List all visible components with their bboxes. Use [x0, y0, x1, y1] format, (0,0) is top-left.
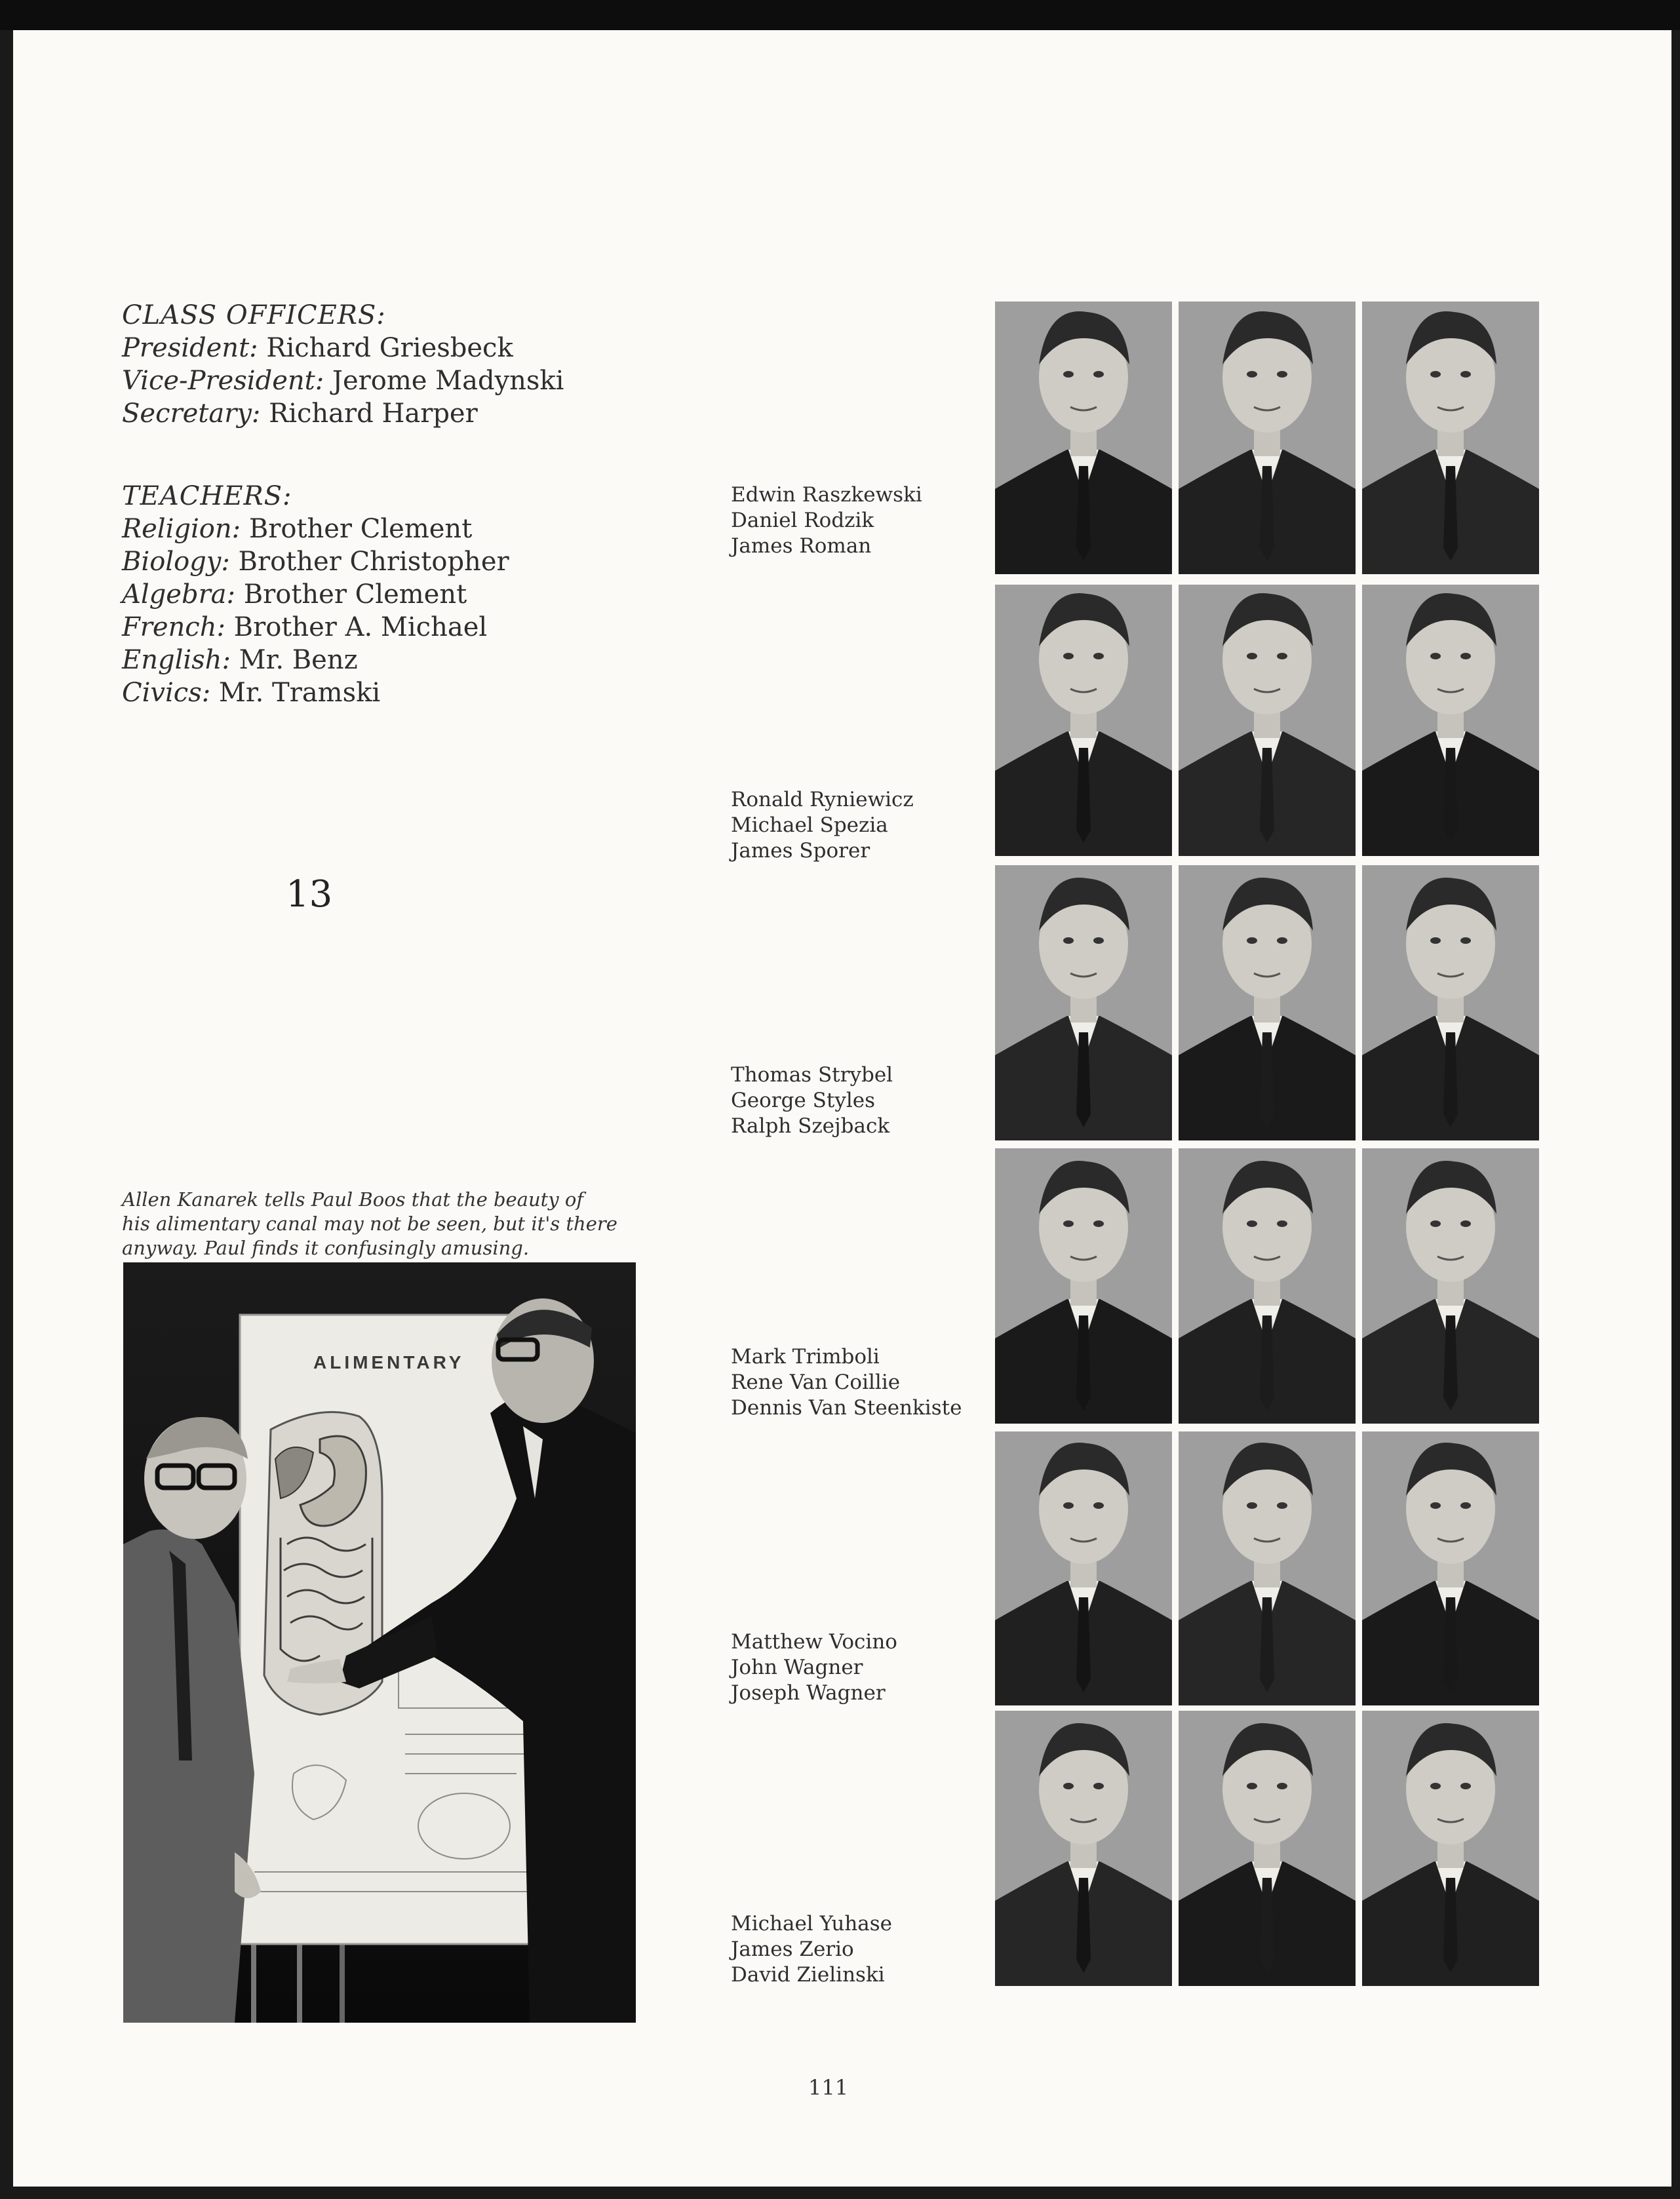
teacher-line — [122, 545, 509, 578]
caption-line: his alimentary canal may not be seen, but it's there — [122, 1213, 617, 1235]
portrait-illustration — [1362, 865, 1539, 1140]
student-name: Michael Yuhase — [731, 1912, 893, 1936]
yearbook-page — [13, 30, 1671, 2187]
class-officers-heading: CLASS OFFICERS: — [122, 300, 386, 330]
student-portrait — [1362, 302, 1539, 574]
portrait-illustration — [1179, 585, 1356, 856]
student-name: James Zerio — [731, 1937, 854, 1961]
alimentary-chart-label: ALIMENTARY — [313, 1352, 465, 1372]
teacher-line — [122, 578, 509, 611]
student-name: Dennis Van Steenkiste — [731, 1396, 962, 1420]
student-portrait — [1179, 585, 1356, 856]
student-portrait — [1179, 1148, 1356, 1424]
student-name: Thomas Strybel — [731, 1063, 893, 1087]
officer-line — [122, 364, 564, 397]
student-names-row-1 — [731, 482, 922, 559]
class-officers-block — [122, 299, 564, 430]
student-names-row-5 — [731, 1629, 897, 1706]
portrait-illustration — [1362, 1148, 1539, 1424]
student-portrait — [1362, 1431, 1539, 1705]
page-number: 111 — [808, 2075, 849, 2100]
officer-name: Jerome Madynski — [332, 366, 564, 396]
student-name: John Wagner — [731, 1656, 863, 1679]
teacher-subject: Religion: — [122, 514, 241, 544]
portrait-illustration — [1362, 1711, 1539, 1986]
officer-name: Richard Griesbeck — [266, 333, 513, 363]
student-portrait — [1362, 1711, 1539, 1986]
teacher-name: Mr. Benz — [239, 645, 358, 675]
portrait-illustration — [995, 1431, 1172, 1705]
scan-top-border — [0, 0, 1680, 30]
homeroom-number: 13 — [286, 873, 333, 916]
student-name: Rene Van Coillie — [731, 1371, 901, 1394]
student-name: Matthew Vocino — [731, 1630, 897, 1654]
classroom-photo — [123, 1262, 636, 2023]
teacher-subject: French: — [122, 612, 225, 642]
student-name: David Zielinski — [731, 1963, 885, 1987]
student-portrait — [1362, 1148, 1539, 1424]
portrait-illustration — [1179, 1711, 1356, 1986]
teacher-name: Brother Clement — [248, 514, 473, 544]
student-portrait — [1362, 585, 1539, 856]
teacher-name: Mr. Tramski — [218, 678, 381, 708]
caption-line: anyway. Paul finds it confusingly amusing. — [122, 1237, 530, 1259]
student-name: Joseph Wagner — [731, 1681, 886, 1705]
officer-role: Vice-President: — [122, 366, 324, 396]
student-portrait — [1179, 865, 1356, 1140]
portrait-illustration — [995, 302, 1172, 574]
teachers-heading: TEACHERS: — [122, 481, 292, 511]
student-name: Michael Spezia — [731, 813, 888, 837]
student-name: Edwin Raszkewski — [731, 483, 922, 507]
student-portrait — [995, 1148, 1172, 1424]
teacher-subject: Biology: — [122, 547, 230, 577]
teacher-line — [122, 611, 509, 644]
officer-role: Secretary: — [122, 399, 261, 429]
student-names-row-2 — [731, 787, 914, 864]
student-name: James Roman — [731, 534, 872, 558]
portrait-illustration — [995, 1148, 1172, 1424]
student-portrait — [995, 1711, 1172, 1986]
student-names-row-6 — [731, 1911, 892, 1988]
teachers-block — [122, 480, 509, 709]
student-name: George Styles — [731, 1089, 876, 1112]
teacher-line — [122, 513, 509, 545]
teacher-subject: Algebra: — [122, 579, 236, 610]
student-name: Ronald Ryniewicz — [731, 788, 914, 811]
teacher-name: Brother Clement — [243, 579, 467, 610]
student-names-row-3 — [731, 1062, 893, 1139]
portrait-illustration — [1179, 302, 1356, 574]
student-portrait — [995, 302, 1172, 574]
teacher-name: Brother Christopher — [238, 547, 509, 577]
classroom-photo-illustration — [123, 1262, 636, 2023]
student-name: Daniel Rodzik — [731, 509, 874, 532]
student-portrait — [1179, 1711, 1356, 1986]
student-name: James Sporer — [731, 839, 870, 863]
photo-caption — [122, 1188, 646, 1260]
portrait-illustration — [1179, 865, 1356, 1140]
student-portrait — [1179, 1431, 1356, 1705]
portrait-illustration — [1179, 1431, 1356, 1705]
officer-name: Richard Harper — [269, 399, 478, 429]
teacher-line — [122, 644, 509, 676]
portrait-illustration — [1362, 1431, 1539, 1705]
portrait-illustration — [1179, 1148, 1356, 1424]
student-name: Ralph Szejback — [731, 1114, 890, 1138]
caption-line: Allen Kanarek tells Paul Boos that the beauty of — [122, 1188, 584, 1211]
teacher-line — [122, 676, 509, 709]
portrait-illustration — [995, 1711, 1172, 1986]
teacher-subject: Civics: — [122, 678, 211, 708]
student-portrait — [995, 585, 1172, 856]
student-portrait — [1179, 302, 1356, 574]
portrait-illustration — [1362, 585, 1539, 856]
officer-role: President: — [122, 333, 258, 363]
portrait-illustration — [995, 585, 1172, 856]
student-portrait — [995, 865, 1172, 1140]
student-name: Mark Trimboli — [731, 1345, 880, 1369]
portrait-illustration — [1362, 302, 1539, 574]
officer-line — [122, 332, 564, 364]
student-portrait — [995, 1431, 1172, 1705]
portrait-illustration — [995, 865, 1172, 1140]
student-portrait — [1362, 865, 1539, 1140]
student-names-row-4 — [731, 1344, 962, 1421]
officer-line — [122, 397, 564, 430]
teacher-subject: English: — [122, 645, 231, 675]
teacher-name: Brother A. Michael — [233, 612, 488, 642]
